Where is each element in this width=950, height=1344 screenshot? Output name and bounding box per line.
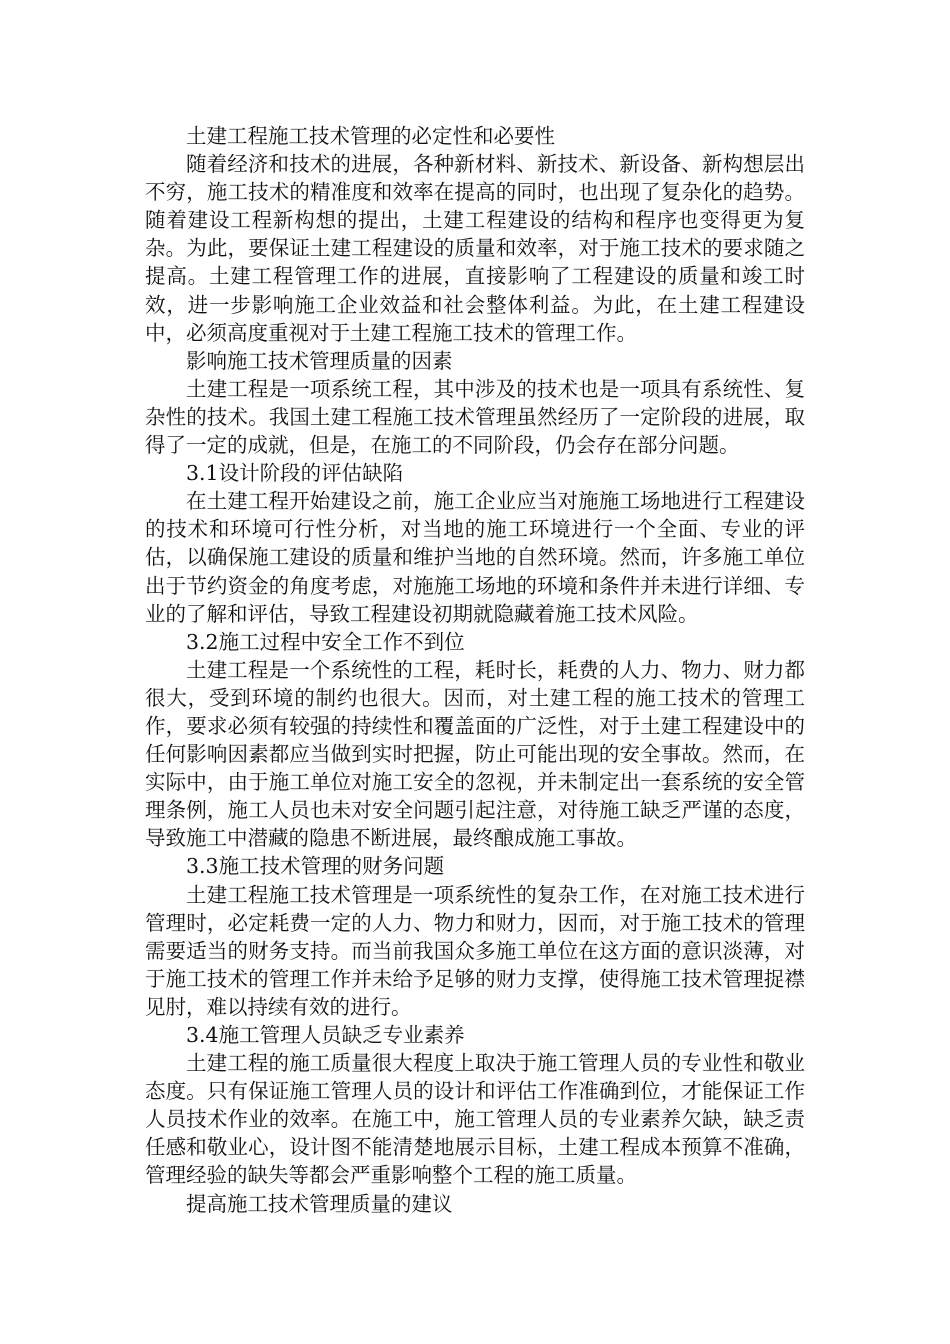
heading-suggestions: 提高施工技术管理质量的建议 (186, 1191, 453, 1216)
paragraph-factors: 土建工程是一项系统工程，其中涉及的技术也是一项具有系统性、复杂性的技术。我国土建工程施工技术管理虽然经历了一定阶段的进展，取得了一定的成就，但是，在施工的不同阶段，仍会存在部分问题。 (145, 376, 805, 458)
paragraph-3-3: 土建工程施工技术管理是一项系统性的复杂工作，在对施工技术进行管理时，必定耗费一定的人力、物力和财力，因而，对于施工技术的管理需要适当的财务支持。而当前我国众多施工单位在这方面的意识淡薄，对于施工技术的管理工作并未给予足够的财力支撑，使得施工技术管理捉襟见肘，难以持续有效的进行。 (145, 882, 805, 1019)
paragraph-3-4: 土建工程的施工质量很大程度上取决于施工管理人员的专业性和敬业态度。只有保证施工管理人员的设计和评估工作准确到位，才能保证工作人员技术作业的效率。在施工中，施工管理人员的专业素养欠缺，缺乏责任感和敬业心，设计图不能清楚地展示目标，土建工程成本预算不准确，管理经验的缺失等都会严重影响整个工程的施工质量。 (145, 1051, 805, 1188)
heading-3-2: 3.2施工过程中安全工作不到位 (186, 629, 465, 654)
heading-3-3: 3.3施工技术管理的财务问题 (186, 854, 445, 879)
document-body (145, 122, 805, 1218)
paragraph-3-2: 土建工程是一个系统性的工程，耗时长，耗费的人力、物力、财力都很大，受到环境的制约也很大。因而，对土建工程的施工技术的管理工作，要求必须有较强的持续性和覆盖面的广泛性，对于土建工程建设中的任何影响因素都应当做到实时把握，防止可能出现的安全事故。然而，在实际中，由于施工单位对施工安全的忽视，并未制定出一套系统的安全管理条例，施工人员也未对安全问题引起注意，对待施工缺乏严谨的态度，导致施工中潜藏的隐患不断进展，最终酿成施工事故。 (145, 657, 805, 851)
heading-3-1: 3.1设计阶段的评估缺陷 (186, 461, 404, 486)
paragraph-necessity: 随着经济和技术的进展，各种新材料、新技术、新设备、新构想层出不穷，施工技术的精准度和效率在提高的同时，也出现了复杂化的趋势。随着建设工程新构想的提出，土建工程建设的结构和程序也变得更为复杂。为此，要保证土建工程建设的质量和效率，对于施工技术的要求随之提高。土建工程管理工作的进展，直接影响了工程建设的质量和竣工时效，进一步影响施工企业效益和社会整体利益。为此，在土建工程建设中，必须高度重视对于土建工程施工技术的管理工作。 (145, 152, 805, 345)
heading-necessity: 土建工程施工技术管理的必定性和必要性 (186, 124, 555, 148)
heading-factors: 影响施工技术管理质量的因素 (186, 348, 453, 373)
heading-3-4: 3.4施工管理人员缺乏专业素养 (186, 1023, 465, 1047)
paragraph-3-1: 在土建工程开始建设之前，施工企业应当对施施工场地进行工程建设的技术和环境可行性分析，对当地的施工环境进行一个全面、专业的评估，以确保施工建设的质量和维护当地的自然环境。然而，许多施工单位出于节约资金的角度考虑，对施施工场地的环境和条件并未进行详细、专业的了解和评估，导致工程建设初期就隐藏着施工技术风险。 (145, 489, 805, 626)
